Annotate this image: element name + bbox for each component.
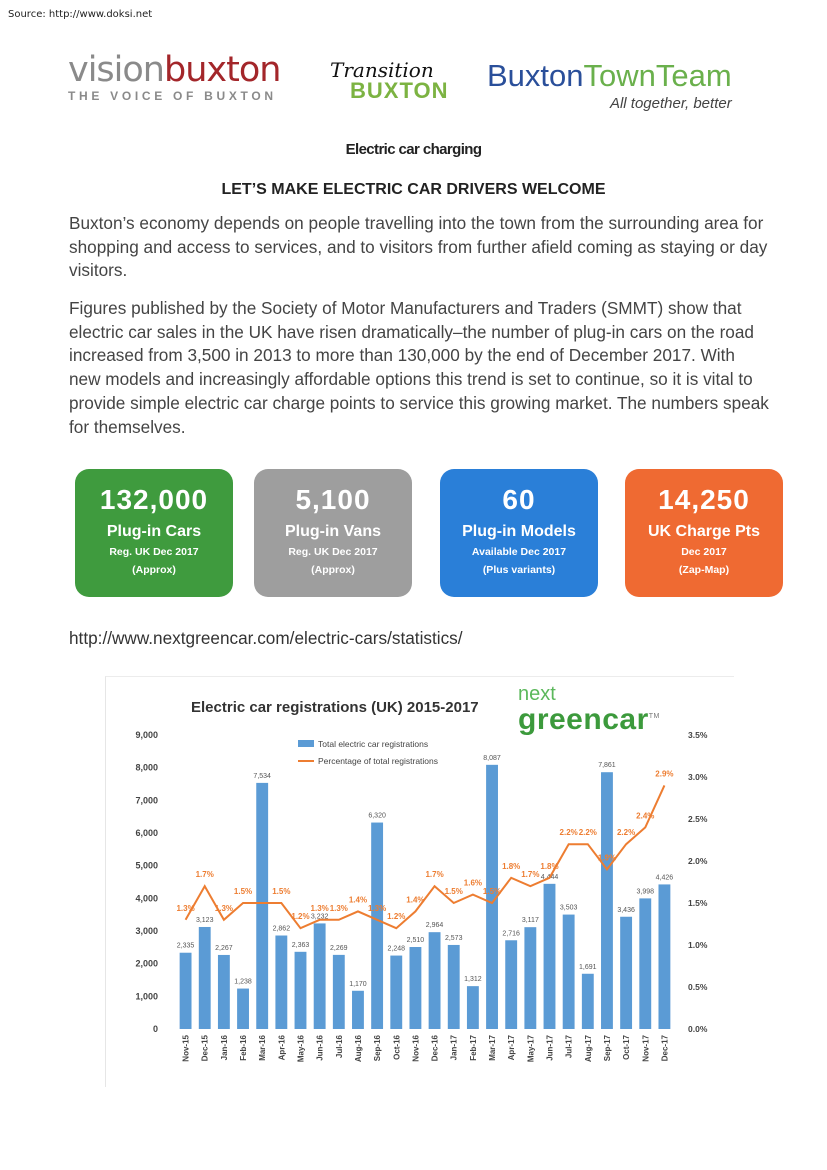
x-tick-label: Dec-16 (430, 1035, 440, 1062)
bar (218, 955, 230, 1029)
y-right-tick-label: 2.5% (688, 814, 708, 824)
intro-paragraph: Buxton’s economy depends on people travelling into the town from the surrounding area for shopping and access to services, and to visitors from further afield coming as staying or day visitors. (69, 213, 768, 281)
stat-label: Plug-in Vans (284, 523, 381, 540)
x-tick-label: Jun-17 (545, 1035, 555, 1061)
y-left-tick-label: 2,000 (135, 958, 158, 969)
bar (524, 927, 536, 1029)
stat-note: (Approx) (311, 564, 355, 576)
y-right-tick-label: 0.5% (688, 982, 708, 992)
source-caption: Source: http://www.doksi.net (8, 9, 153, 20)
bar-value-label: 1,170 (349, 980, 367, 988)
x-tick-label: Nov-17 (641, 1035, 651, 1062)
x-tick-label: Dec-17 (660, 1035, 670, 1062)
line-value-label: 1.5% (272, 887, 291, 896)
bar (658, 884, 670, 1029)
y-left-tick-label: 7,000 (135, 795, 158, 806)
bar (429, 932, 441, 1029)
line-value-label: 1.8% (540, 861, 559, 871)
btt-tagline: All together, better (609, 95, 732, 112)
line-value-label: 1.3% (367, 903, 387, 913)
nextgreencar-logo (518, 683, 660, 736)
nextgreencar-tm: TM (648, 713, 660, 720)
x-tick-label: Nov-16 (411, 1035, 421, 1062)
line-value-label: 1.7% (425, 870, 444, 880)
x-tick-label: Aug-16 (353, 1035, 363, 1063)
legend-bar-label: Total electric car registrations (318, 739, 429, 749)
line-value-label: 1.3% (214, 903, 234, 913)
bar (199, 927, 211, 1029)
bar-value-label: 2,964 (425, 922, 444, 930)
nextgreencar-next-text: next (518, 683, 556, 705)
x-tick-label: Dec-15 (200, 1035, 210, 1062)
stat-detail: Reg. UK Dec 2017 (109, 546, 199, 558)
bar (371, 823, 383, 1029)
logo-buxton-text: buxton (164, 50, 281, 90)
bar-value-label: 2,716 (502, 930, 520, 938)
line-value-label: 1.4% (348, 895, 368, 905)
smmt-paragraph: Figures published by the Society of Motor Manufacturers and Traders (SMMT) show that electric car sales in the UK have risen dramatically–the number of plug-in cars on the road increased from 3,500 in 2013 to more than 130,000 by the end of December 2017. With new models and increasingly affordable options this trend is set to continue, so it is vital to provide simple electric car charge points to service this growing market. The numbers speak for themselves. (69, 298, 769, 437)
line-value-label: 1.6% (463, 878, 483, 888)
x-tick-label: Apr-17 (507, 1035, 517, 1061)
bar (237, 989, 249, 1029)
x-tick-label: May-16 (296, 1035, 306, 1063)
bar-value-label: 2,267 (215, 944, 233, 952)
line-value-label: 2.9% (655, 769, 674, 779)
bar-value-label: 2,335 (176, 942, 195, 950)
bar-value-label: 7,534 (253, 772, 271, 780)
line-value-label: 1.3% (310, 903, 329, 913)
stat-card-charge-points (625, 469, 783, 597)
line-value-label: 2.2% (616, 828, 636, 838)
y-right-tick-label: 1.5% (688, 898, 708, 908)
registrations-chart (105, 676, 734, 1087)
x-tick-label: Mar-17 (488, 1035, 498, 1061)
stat-number: 14,250 (658, 484, 750, 515)
x-tick-label: Mar-16 (258, 1035, 268, 1061)
bar-value-label: 2,862 (272, 925, 291, 933)
bar-value-label: 2,573 (444, 934, 463, 942)
transition-text: Transition (330, 58, 434, 82)
line-value-label: 1.5% (444, 887, 463, 896)
transition-buxton-text: BUXTON (350, 78, 449, 103)
stat-detail: Reg. UK Dec 2017 (288, 546, 378, 558)
stat-card-plugin-vans (254, 469, 412, 597)
stat-number: 60 (502, 484, 536, 515)
bar (333, 955, 345, 1029)
line-value-label: 1.3% (176, 903, 195, 913)
bar-value-label: 3,123 (195, 916, 214, 924)
line-value-label: 1.7% (195, 870, 214, 880)
bar-value-label: 6,320 (368, 812, 386, 820)
bar (505, 940, 517, 1029)
transition-buxton-logo (328, 58, 458, 108)
x-tick-label: Nov-15 (181, 1035, 191, 1062)
section-heading: LET’S MAKE ELECTRIC CAR DRIVERS WELCOME (221, 181, 606, 198)
x-tick-label: Jul-17 (564, 1035, 574, 1059)
bar-value-label: 2,363 (291, 941, 310, 949)
x-tick-label: Feb-16 (239, 1035, 249, 1061)
stat-label: Plug-in Models (462, 523, 576, 540)
bar-value-label: 2,248 (387, 945, 406, 953)
logo-tagline: THE VOICE OF BUXTON (68, 89, 277, 103)
x-tick-label: Jun-16 (315, 1035, 325, 1061)
line-value-label: 2.2% (559, 828, 578, 838)
stat-detail: Available Dec 2017 (471, 546, 567, 558)
chart-svg (106, 677, 734, 1087)
y-right-tick-label: 1.0% (688, 940, 708, 950)
y-left-tick-label: 8,000 (135, 762, 158, 773)
y-left-tick-label: 6,000 (135, 828, 158, 838)
bar (314, 923, 326, 1029)
bar-value-label: 7,861 (598, 762, 616, 770)
line-value-label: 1.2% (291, 912, 310, 922)
stat-number: 132,000 (99, 484, 209, 515)
x-tick-label: Apr-16 (277, 1035, 287, 1061)
nextgreencar-greencar-text: greencar (518, 703, 649, 736)
bar-value-label: 1,238 (234, 978, 252, 986)
stat-note: (Plus variants) (482, 564, 556, 576)
bar (467, 986, 479, 1029)
bar (582, 974, 594, 1029)
bar (601, 772, 613, 1029)
y-right-tick-label: 0.0% (688, 1024, 708, 1034)
line-value-label: 1.5% (233, 887, 253, 896)
x-tick-label: May-17 (526, 1035, 536, 1063)
stat-note: (Zap-Map) (678, 564, 730, 576)
bar-value-label: 3,998 (636, 888, 655, 896)
y-left-tick-label: 4,000 (135, 893, 158, 904)
x-tick-label: Sep-17 (602, 1035, 612, 1062)
bar (620, 917, 632, 1029)
line-value-label: 1.7% (521, 870, 540, 880)
line-value-label: 2.2% (578, 828, 597, 838)
x-tick-label: Jul-16 (334, 1035, 344, 1059)
line-value-label: 1.8% (502, 861, 521, 871)
y-left-tick-label: 9,000 (135, 730, 158, 740)
bar-value-label: 1,691 (579, 963, 597, 971)
bar (544, 884, 556, 1029)
y-left-tick-label: 3,000 (135, 926, 158, 936)
line-value-label: 1.9% (597, 853, 617, 863)
y-left-tick-label: 1,000 (135, 991, 158, 1002)
stat-label: Plug-in Cars (106, 523, 202, 540)
x-tick-label: Jan-16 (219, 1035, 229, 1061)
legend-line-label: Percentage of total registrations (318, 756, 439, 766)
x-tick-label: Jan-17 (449, 1035, 459, 1061)
bar-value-label: 1,312 (464, 976, 482, 984)
y-left-tick-label: 5,000 (135, 860, 158, 871)
bar (448, 945, 460, 1029)
vision-buxton-logo (68, 52, 293, 103)
chart-title: Electric car registrations (UK) 2015-2017 (191, 699, 479, 716)
logo-vision-text: vision (68, 50, 164, 90)
stat-note: (Approx) (132, 564, 176, 576)
x-tick-label: Feb-17 (468, 1035, 478, 1061)
bar (639, 898, 651, 1029)
line-value-label: 1.5% (482, 887, 502, 896)
bar (352, 991, 364, 1029)
line-value-label: 1.2% (387, 912, 406, 922)
bar-value-label: 2,510 (406, 937, 425, 945)
bar (409, 947, 421, 1029)
bar-value-label: 4,426 (655, 874, 674, 882)
bar-value-label: 4,444 (540, 873, 559, 881)
x-tick-label: Sep-16 (373, 1035, 383, 1062)
bar (563, 915, 575, 1029)
y-right-tick-label: 3.5% (688, 730, 708, 740)
bar-value-label: 3,232 (310, 913, 329, 921)
bar-value-label: 3,503 (559, 904, 578, 912)
source-url-link[interactable]: http://www.nextgreencar.com/electric-cars/statistics/ (69, 628, 463, 648)
x-tick-label: Oct-17 (622, 1035, 632, 1060)
stat-card-plugin-models (440, 469, 598, 597)
bar (390, 956, 402, 1029)
bar-value-label: 3,117 (521, 917, 539, 925)
legend-bar-swatch (298, 740, 314, 747)
btt-buxton-text: Buxton (487, 58, 584, 93)
y-left-tick-label: 0 (152, 1024, 158, 1034)
page-title: Electric car charging (345, 141, 482, 158)
bar (180, 953, 192, 1029)
stat-card-plugin-cars (75, 469, 233, 597)
x-tick-label: Oct-16 (392, 1035, 402, 1060)
bar-value-label: 3,436 (617, 906, 635, 914)
line-value-label: 2.4% (636, 811, 655, 821)
y-right-tick-label: 3.0% (688, 772, 708, 782)
bar (295, 952, 307, 1029)
bar-value-label: 2,269 (330, 944, 348, 952)
x-tick-label: Aug-17 (583, 1035, 593, 1063)
y-right-tick-label: 2.0% (688, 856, 708, 866)
stat-detail: Dec 2017 (681, 546, 727, 558)
stat-number: 5,100 (295, 484, 371, 515)
btt-townteam-text: TownTeam (583, 58, 732, 93)
stat-label: UK Charge Pts (647, 523, 761, 540)
line-value-label: 1.3% (329, 903, 348, 913)
buxton-town-team-logo (487, 59, 732, 112)
bar (256, 783, 268, 1029)
line-value-label: 1.4% (406, 895, 425, 905)
bar-value-label: 8,087 (483, 754, 501, 762)
bar (275, 936, 287, 1029)
